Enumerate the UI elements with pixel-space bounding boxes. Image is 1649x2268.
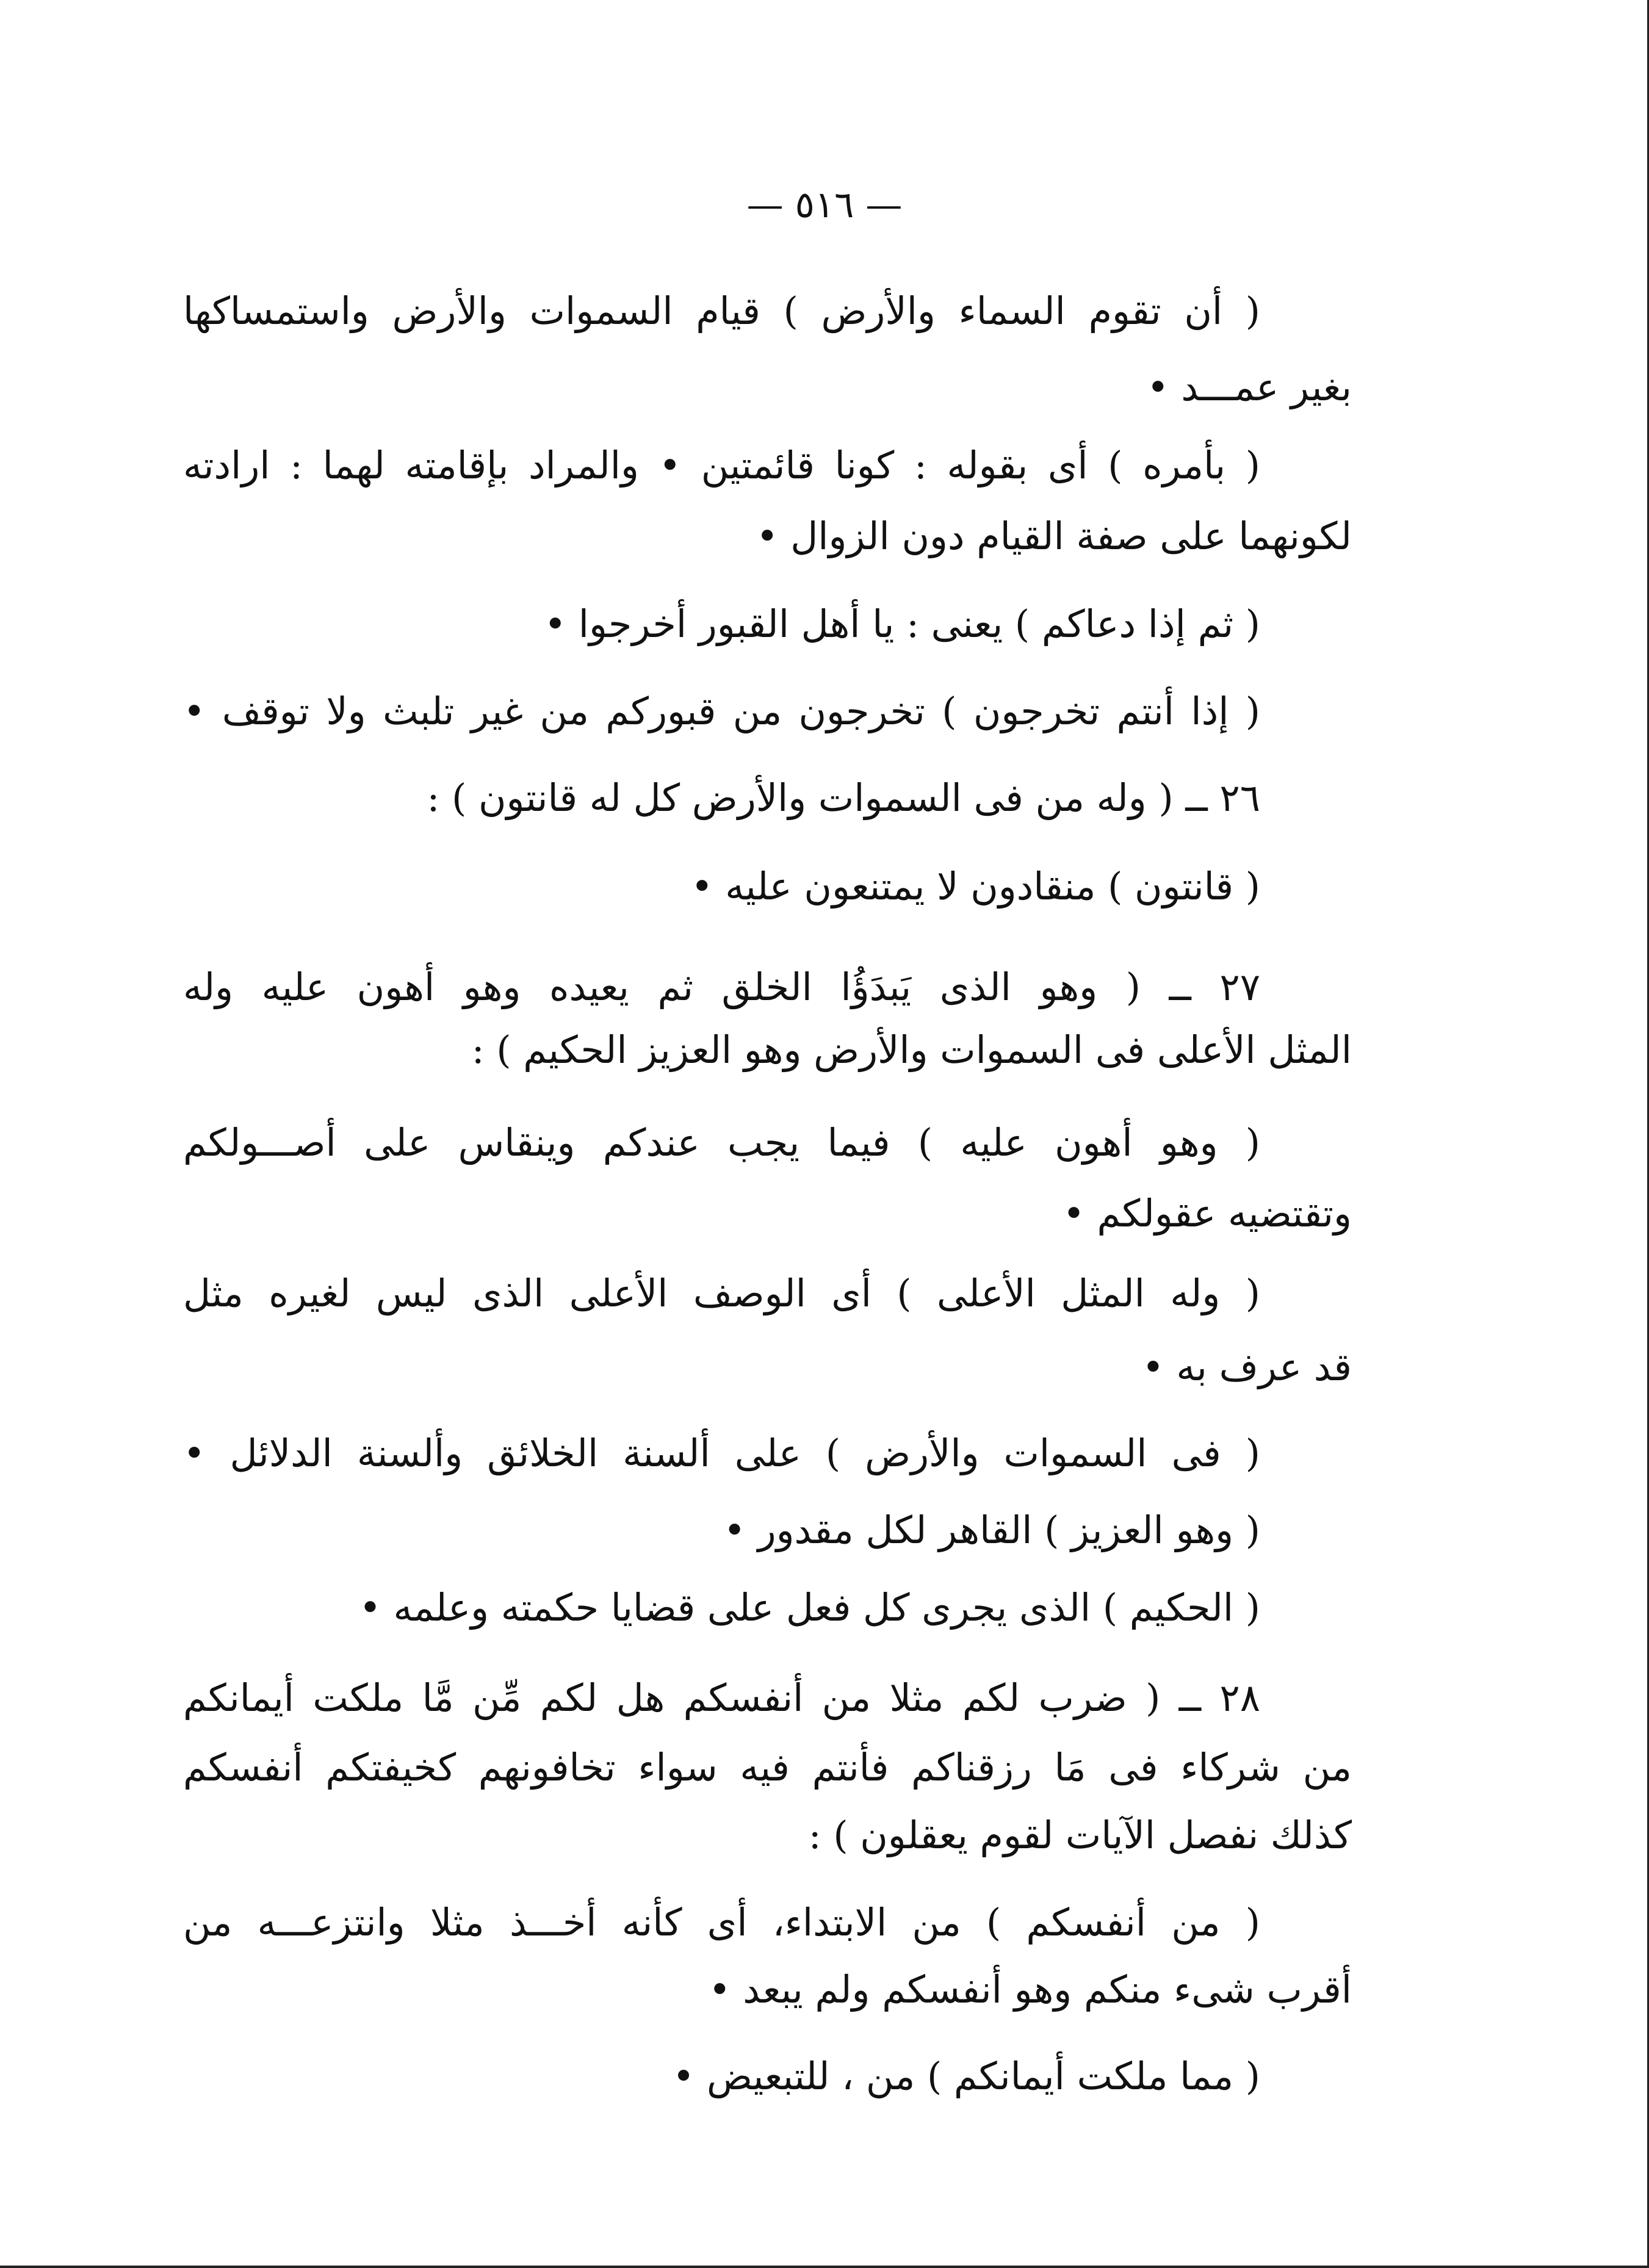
page-number: — ٥١٦ — bbox=[746, 184, 903, 226]
text-line: ٢٦ ــ ( وله من فى السموات والأرض كل له قانتون ) : bbox=[427, 776, 1260, 820]
text-line: ( وهو العزيز ) القاهر لكل مقدور • bbox=[723, 1508, 1260, 1552]
text-line: ( إذا أنتم تخرجون ) تخرجون من قبوركم من غير تلبث ولا توقف • bbox=[183, 689, 1260, 733]
text-line: ( مما ملكت أيمانكم ) من ، للتبعيض • bbox=[672, 2054, 1260, 2098]
text-line: قد عرف به • bbox=[1142, 1345, 1352, 1389]
text-line: ( وهو أهون عليه ) فيما يجب عندكم وينقاس على أصـــولكم bbox=[183, 1120, 1260, 1165]
text-line: كذلك نفصل الآيات لقوم يعقلون ) : bbox=[808, 1813, 1352, 1857]
text-line: ( الحكيم ) الذى يجرى كل فعل على قضايا حكمته وعلمه • bbox=[359, 1585, 1260, 1630]
text-line: ( ثم إذا دعاكم ) يعنى : يا أهل القبور أخرجوا • bbox=[544, 602, 1260, 646]
text-line: ( قانتون ) منقادون لا يمتنعون عليه • bbox=[690, 864, 1260, 909]
text-line: ( بأمره ) أى بقوله : كونا قائمتين • والمراد بإقامته لهما : ارادته bbox=[183, 443, 1260, 488]
text-line: ( فى السموات والأرض ) على ألسنة الخلائق وألسنة الدلائل • bbox=[183, 1431, 1260, 1475]
text-line: لكونهما على صفة القيام دون الزوال • bbox=[756, 514, 1352, 558]
text-line: ( من أنفسكم ) من الابتداء، أى كأنه أخـــذ مثلا وانتزعـــه من bbox=[183, 1900, 1260, 1945]
text-line: ( وله المثل الأعلى ) أى الوصف الأعلى الذى ليس لغيره مثل bbox=[183, 1271, 1260, 1316]
text-line: ٢٨ ــ ( ضرب لكم مثلا من أنفسكم هل لكم مِّن مَّا ملكت أيمانكم bbox=[183, 1676, 1260, 1720]
text-line: ( أن تقوم السماء والأرض ) قيام السموات والأرض واستمساكها bbox=[183, 289, 1260, 333]
text-line: ٢٧ ــ ( وهو الذى يَبدَؤُا الخلق ثم يعيده وهو أهون عليه وله bbox=[183, 965, 1260, 1009]
text-line: بغير عمـــد • bbox=[1147, 365, 1352, 409]
text-line: المثل الأعلى فى السموات والأرض وهو العزيز الحكيم ) : bbox=[471, 1028, 1352, 1072]
text-line: أقرب شىء منكم وهو أنفسكم ولم يبعد • bbox=[709, 1967, 1352, 2012]
page-edge-bottom bbox=[0, 2266, 1649, 2268]
text-line: من شركاء فى مَا رزقناكم فأنتم فيه سواء تخافونهم كخيفتكم أنفسكم bbox=[183, 1745, 1352, 1790]
text-line: وتقتضيه عقولكم • bbox=[1063, 1191, 1352, 1236]
